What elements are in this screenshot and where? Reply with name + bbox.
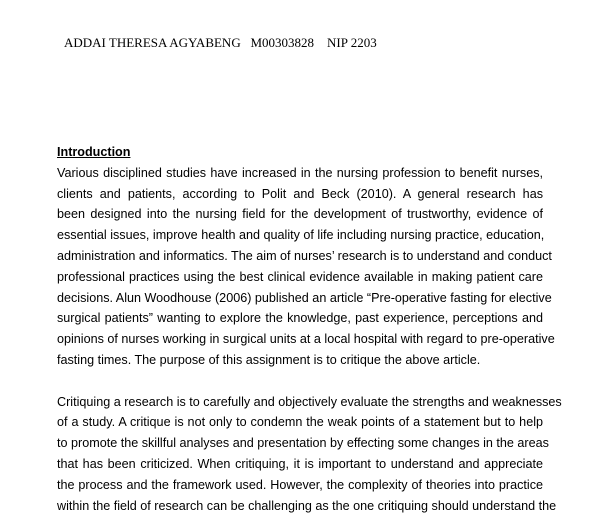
text-line: professional practices using the best clinical evidence available in making patient care	[57, 269, 543, 284]
text-line: of a study. A critique is not only to condemn the weak points of a statement but to help	[57, 415, 543, 430]
document-body	[57, 142, 562, 516]
text-line: that has been criticized. When critiquing, it is important to understand and appreciate	[57, 456, 543, 471]
text-line: administration and informatics. The aim of nurses’ research is to understand and conduct	[57, 248, 552, 263]
text-line: the process and the framework used. However, the complexity of theories into practice	[57, 477, 543, 492]
text-line: within the field of research can be challenging as the one critiquing should understand the	[57, 498, 557, 513]
text-line: been designed into the nursing field for the development of trustworthy, evidence of	[57, 207, 543, 222]
section-heading: Introduction	[57, 145, 131, 159]
text-line: opinions of nurses working in surgical units at a local hospital with regard to pre-operative	[57, 332, 555, 347]
paragraph-1	[57, 163, 555, 371]
text-line: surgical patients” wanting to explore the knowledge, past experience, perceptions and	[57, 311, 543, 326]
text-line: essential issues, improve health and quality of life including nursing practice, education,	[57, 228, 545, 243]
text-line: decisions. Alun Woodhouse (2006) published an article “Pre-operative fasting for elective	[57, 290, 552, 305]
paragraph-2	[57, 392, 562, 517]
text-line: Various disciplined studies have increased in the nursing profession to benefit nurses,	[57, 165, 543, 180]
text-line: to promote the skillful analyses and presentation by effecting some changes in the areas	[57, 436, 549, 451]
text-line: fasting times. The purpose of this assignment is to critique the above article.	[57, 352, 481, 367]
text-line: Critiquing a research is to carefully and objectively evaluate the strengths and weaknesses	[57, 394, 562, 409]
text-line: clients and patients, according to Polit and Beck (2010). A general research has	[57, 186, 543, 201]
document-header: ADDAI THERESA AGYABENG M00303828 NIP 2203	[64, 35, 377, 50]
